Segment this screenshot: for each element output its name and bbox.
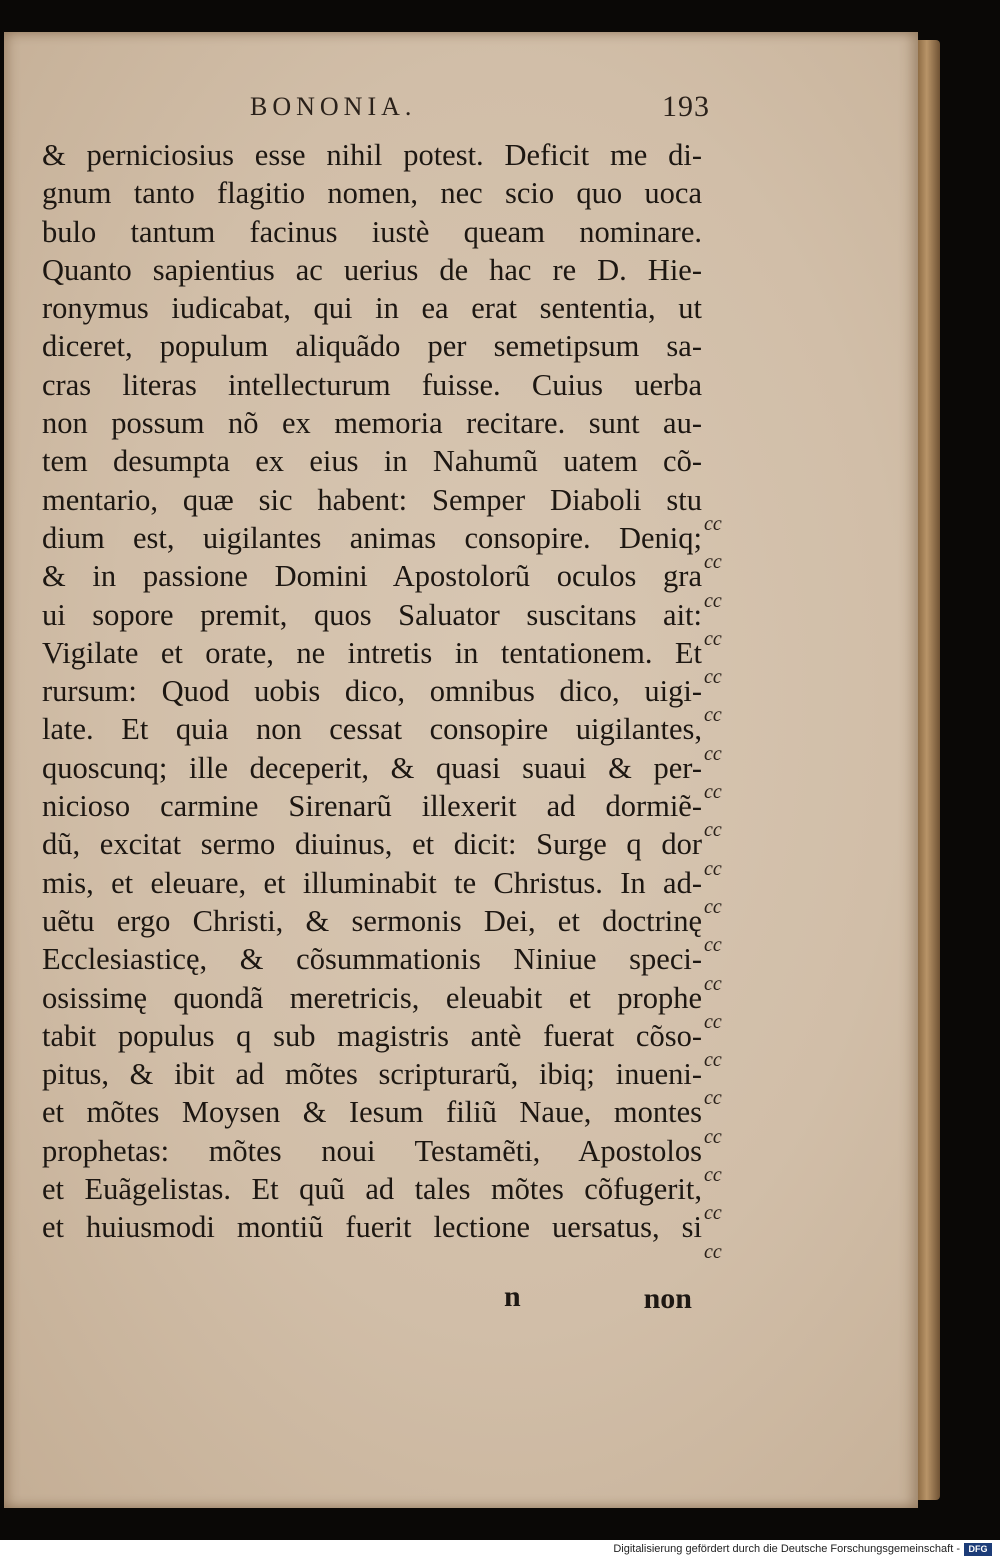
text-line: Quanto sapientius ac uerius de hac re D. Hie-: [42, 252, 702, 287]
text-line: pitus, & ibit ad mõtes scripturarũ, ibiq; inueni-: [42, 1057, 702, 1092]
credit-text: Digitalisierung gefördert durch die Deutsche Forschungsgemeinschaft -: [613, 1543, 960, 1555]
text-line: cras literas intellecturum fuisse. Cuius uerba: [42, 367, 702, 402]
dfg-logo: DFG: [964, 1543, 992, 1556]
text-line: gnum tanto flagitio nomen, nec scio quo uoca: [42, 176, 702, 211]
margin-quote-mark: cc: [704, 972, 722, 995]
text-line: & in passione Domini Apostolorũ oculos gra: [42, 559, 702, 594]
margin-quote-mark: cc: [704, 1049, 722, 1072]
margin-quote-mark: cc: [704, 1202, 722, 1225]
credit-bar: [0, 1540, 1000, 1560]
margin-quote-mark: cc: [704, 742, 722, 765]
margin-quote-mark: cc: [704, 627, 722, 650]
margin-quote-mark: cc: [704, 857, 722, 880]
text-line: Vigilate et orate, ne intretis in tentationem. Et: [42, 635, 702, 670]
text-line: non possum nõ ex memoria recitare. sunt au-: [42, 406, 702, 441]
text-line: osissimę quondã meretricis, eleuabit et prophe: [42, 980, 702, 1015]
margin-quote-mark: cc: [704, 589, 722, 612]
margin-quote-mark: cc: [704, 1010, 722, 1033]
catchword: non: [643, 1282, 692, 1315]
margin-quote-mark: cc: [704, 1164, 722, 1187]
text-line: mis, et eleuare, et illuminabit te Christus. In ad-: [42, 865, 702, 900]
text-line: ronymus iudicabat, qui in ea erat sententia, ut: [42, 291, 702, 326]
text-line: nicioso carmine Sirenarũ illexerit ad dormiẽ-: [42, 789, 702, 824]
text-line: tem desumpta ex eius in Nahumũ uatem cõ-: [42, 444, 702, 479]
margin-quote-marks: [704, 505, 734, 1271]
margin-quote-mark: cc: [704, 551, 722, 574]
running-head: BONONIA.: [250, 92, 417, 121]
text-line: & perniciosius esse nihil potest. Deficit me di-: [42, 138, 702, 172]
page-number: 193: [662, 90, 710, 123]
text-line: dũ, excitat sermo diuinus, et dicit: Surge q dor: [42, 827, 702, 862]
page-edge: [918, 40, 940, 1500]
margin-quote-mark: cc: [704, 513, 722, 535]
text-line: bulo tantum facinus iustè queam nominare.: [42, 214, 702, 249]
text-body: [42, 136, 702, 1247]
text-line: Ecclesiasticę, & cõsummationis Niniue speci-: [42, 942, 702, 977]
margin-quote-mark: cc: [704, 934, 722, 957]
page-footer: [42, 1280, 702, 1320]
text-line: prophetas: mõtes noui Testamẽti, Apostolos: [42, 1133, 702, 1168]
margin-quote-mark: cc: [704, 895, 722, 918]
text-line: ui sopore premit, quos Saluator suscitans ait:: [42, 597, 702, 632]
text-line: uẽtu ergo Christi, & sermonis Dei, et doctrinę: [42, 903, 702, 938]
text-line: mentario, quæ sic habent: Semper Diaboli stu: [42, 482, 702, 517]
page-header: [250, 92, 720, 132]
text-line: et Euãgelistas. Et quũ ad tales mõtes cõfugerit,: [42, 1172, 702, 1207]
margin-quote-mark: cc: [704, 781, 722, 804]
text-line: quoscunq; ille deceperit, & quasi suaui & per-: [42, 750, 702, 785]
text-line: et mõtes Moysen & Iesum filiũ Naue, montes: [42, 1095, 702, 1130]
text-line: late. Et quia non cessat consopire uigilantes,: [42, 712, 702, 747]
margin-quote-mark: cc: [704, 1240, 722, 1263]
margin-quote-mark: cc: [704, 1125, 722, 1148]
text-line: diceret, populum aliquãdo per semetipsum sa-: [42, 329, 702, 364]
text-line: rursum: Quod uobis dico, omnibus dico, uigi-: [42, 674, 702, 709]
margin-quote-mark: cc: [704, 666, 722, 689]
text-line: et huiusmodi montiũ fuerit lectione uersatus, si: [42, 1210, 702, 1245]
margin-quote-mark: cc: [704, 819, 722, 842]
text-line: tabit populus q sub magistris antè fuerat cõso-: [42, 1018, 702, 1053]
margin-quote-mark: cc: [704, 704, 722, 727]
signature-mark: n: [504, 1280, 521, 1313]
text-line: dium est, uigilantes animas consopire. Deniq;: [42, 520, 702, 555]
margin-quote-mark: cc: [704, 1087, 722, 1110]
